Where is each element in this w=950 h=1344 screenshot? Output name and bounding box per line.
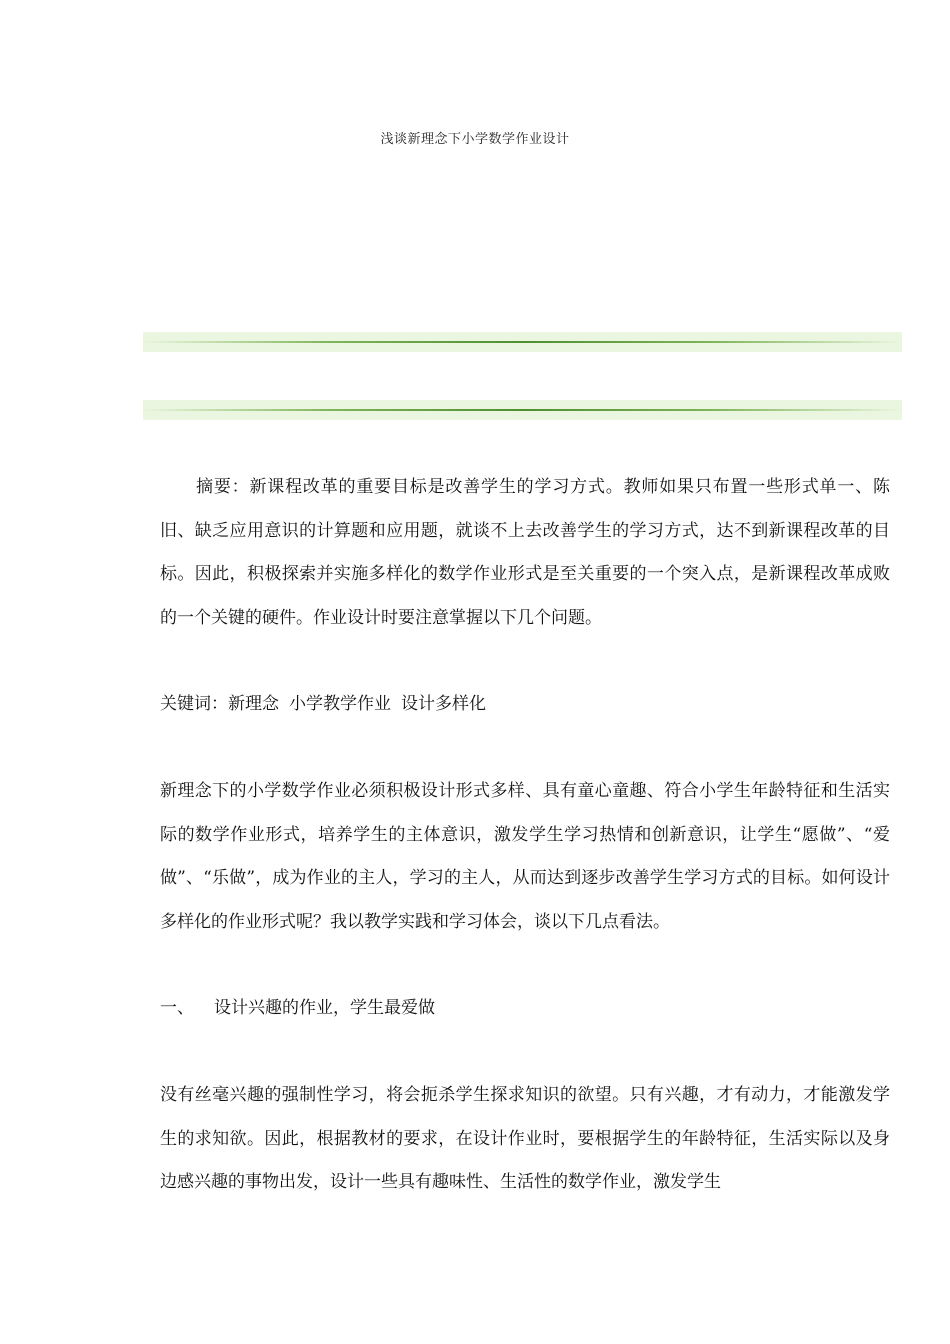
decorative-band-top — [143, 332, 902, 352]
decorative-band-bottom — [143, 400, 902, 420]
decorative-rule-bottom — [143, 409, 902, 411]
abstract-paragraph: 摘要：新课程改革的重要目标是改善学生的学习方式。教师如果只布置一些形式单一、陈旧、缺乏应用意识的计算题和应用题，就谈不上去改善学生的学习方式，达不到新课程改革的目标。因此，积极探索并实施多样化的数学作业形式是至关重要的一个突入点，是新课程改革成败的一个关键的硬件。作业设计时要注意掌握以下几个问题。 — [160, 477, 890, 628]
section-heading-text: 设计兴趣的作业，学生最爱做 — [214, 998, 435, 1018]
decorative-rule-top — [143, 341, 902, 343]
keyword-item: 设计多样化 — [401, 694, 486, 714]
keyword-item: 新理念 — [228, 694, 279, 714]
section-heading — [160, 987, 435, 1031]
intro-paragraph: 新理念下的小学数学作业必须积极设计形式多样、具有童心童趣、符合小学生年龄特征和生活实际的数学作业形式，培养学生的主体意识，激发学生学习热情和创新意识，让学生“愿做”、“爱做”、“乐做”，成为作业的主人，学习的主人，从而达到逐步改善学生学习方式的目标。如何设计多样化的作业形式呢？我以教学实践和学习体会，谈以下几点看法。 — [160, 781, 890, 932]
page-title: 浅谈新理念下小学数学作业设计 — [380, 132, 570, 147]
keyword-item: 小学教学作业 — [289, 694, 391, 714]
keywords-line — [160, 683, 890, 727]
section-body-paragraph: 没有丝毫兴趣的强制性学习，将会扼杀学生探求知识的欲望。只有兴趣，才有动力，才能激发学生的求知欲。因此，根据教材的要求，在设计作业时，要根据学生的年龄特征，生活实际以及身边感兴趣的事物出发，设计一些具有趣味性、生活性的数学作业，激发学生 — [160, 1085, 890, 1192]
section-number: 一、 — [160, 998, 194, 1018]
keywords-label: 关键词： — [160, 694, 228, 714]
